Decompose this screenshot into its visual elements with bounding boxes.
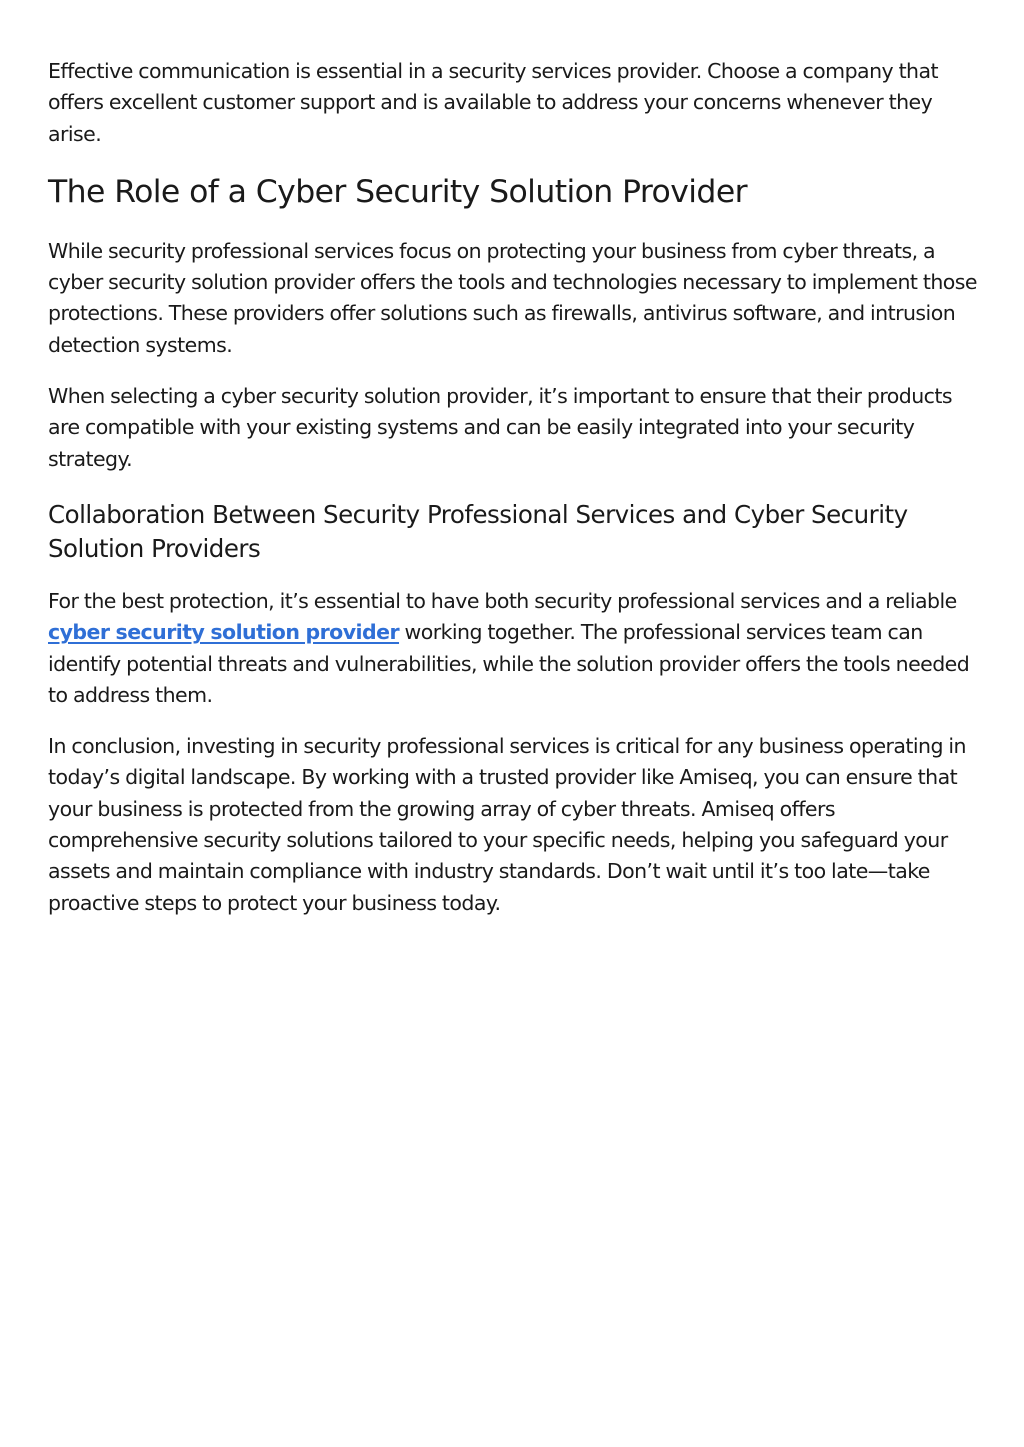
collaboration-text-before-link: For the best protection, it’s essential to have both security professional services and a reliable (48, 588, 957, 613)
conclusion-paragraph: In conclusion, investing in security professional services is critical for any business operating in today’s digital landscape. By working with a trusted provider like Amiseq, you can ensure that your business is protected from the growing array of cyber threats. Amiseq offers comprehensive security solutions tailored to your specific needs, helping you safeguard your assets and maintain compliance with industry standards. Don’t wait until it’s too late—take proactive steps to protect your business today. (48, 734, 966, 915)
subsection-heading: Collaboration Between Security Professional Services and Cyber Security Solution Providers (48, 499, 908, 563)
cyber-security-solution-provider-link[interactable]: cyber security solution provider (48, 620, 400, 645)
collaboration-text-after-link: working together. The professional services team can identify potential threats and vulnerabilities, while the solution provider offers the tools needed to address them. (48, 620, 970, 707)
intro-paragraph: Effective communication is essential in a security services provider. Choose a company that offers excellent customer support and is available to address your concerns whenever they arise. (48, 59, 938, 146)
section-heading: The Role of a Cyber Security Solution Provider (48, 173, 747, 210)
collaboration-paragraph (48, 586, 988, 711)
document-body (48, 56, 988, 939)
section-paragraph-1: While security professional services focus on protecting your business from cyber threats, a cyber security solution provider offers the tools and technologies necessary to implement those protections. These providers offer solutions such as firewalls, antivirus software, and intrusion detection systems. (48, 238, 977, 357)
section-paragraph-2: When selecting a cyber security solution provider, it’s important to ensure that their products are compatible with your existing systems and can be easily integrated into your security strategy. (48, 384, 953, 471)
